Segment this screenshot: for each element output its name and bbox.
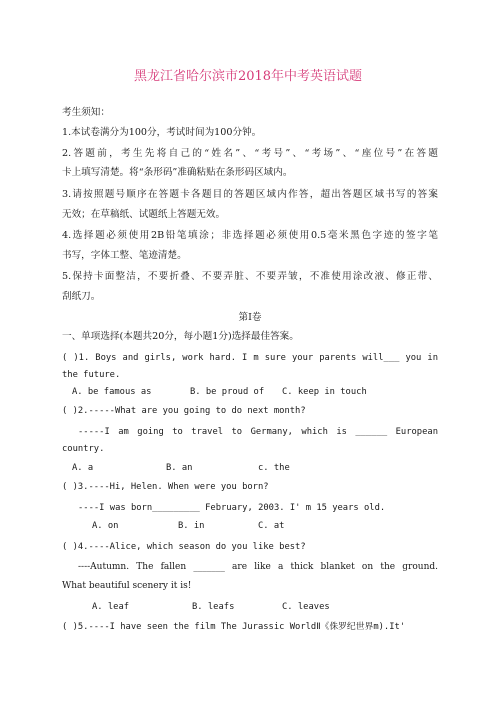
notice-item-2-cont: 卡上填写清楚。将“条形码”准确粘贴在条形码区域内。 — [62, 167, 293, 178]
notice-item-5: 5.保持卡面整洁，不要折叠、不要弄脏、不要弄皱，不准使用涂改液、修正带、 — [62, 271, 438, 282]
option-a: A. be famous as — [72, 387, 152, 397]
option-c: C. keep in touch — [282, 387, 367, 397]
volume-heading: 第Ⅰ卷 — [238, 312, 262, 323]
notice-heading: 考生须知： — [62, 107, 110, 118]
option-c: C. at — [258, 521, 285, 531]
question-2-reply: -----I am going to travel to Germany, which is ______ European — [78, 427, 438, 437]
notice-item-4: 4.选择题必须使用2B铅笔填涂；非选择题必须使用0.5毫米黑色字迹的签字笔 — [62, 230, 438, 241]
question-4-stem: ( )4.----Alice, which season do you like best? — [62, 542, 306, 552]
question-1-stem-cont: the future. — [62, 370, 121, 380]
notice-item-3-cont: 无效；在草稿纸、试题纸上答题无效。 — [62, 209, 226, 220]
question-1-stem: ( )1. Boys and girls, work hard. I m sure your parents will___ you in — [62, 353, 438, 363]
notice-item-5-cont: 刮纸刀。 — [62, 291, 101, 302]
option-b: B. in — [178, 521, 205, 531]
question-4-reply-cont: What beautiful scenery it is! — [62, 581, 192, 591]
question-3-reply: ----I was born_________ February, 2003. I' m 15 years old. — [78, 503, 386, 513]
option-c: c. the — [258, 463, 290, 473]
question-3-stem: ( )3.----Hi, Helen. When were you born? — [62, 482, 269, 492]
option-a: A. on — [92, 521, 119, 531]
notice-item-3: 3.请按照题号顺序在答题卡各题目的答题区域内作答，超出答题区域书写的答案 — [62, 189, 438, 200]
question-2-stem: ( )2.-----What are you going to do next month? — [62, 406, 306, 416]
question-5-stem: ( )5.----I have seen the film The Jurassic WorldⅡ《侏罗纪世界m).It' — [62, 622, 406, 632]
option-a: A. leaf — [92, 602, 130, 612]
option-b: B. leafs — [192, 602, 235, 612]
section-heading: 一、单项选择(本题共20分，每小题1分)选择最佳答案。 — [62, 331, 299, 342]
notice-item-1: 1.本试卷满分为100分，考试时间为100分钟。 — [62, 127, 262, 138]
question-4-reply: ----Autumn. The fallen _______ are like a thick blanket on the ground. — [78, 562, 438, 572]
option-b: B. an — [166, 463, 193, 473]
option-a: A. a — [72, 463, 94, 473]
option-b: B. be proud of — [190, 387, 265, 397]
notice-item-4-cont: 书写，字体工整、笔迹清楚。 — [62, 250, 187, 261]
question-4-options — [92, 601, 438, 614]
notice-item-2: 2.答题前，考生先将自己的“姓名”、“考号”、“考场”、“座位号”在答题 — [62, 148, 438, 159]
option-c: C. leaves — [282, 602, 330, 612]
question-3-options — [92, 520, 438, 533]
question-1-options — [72, 386, 438, 399]
question-2-options — [72, 462, 438, 475]
page-title: 黑龙江省哈尔滨市2018年中考英语试题 — [133, 69, 363, 84]
question-2-reply-cont: country. — [62, 444, 105, 454]
